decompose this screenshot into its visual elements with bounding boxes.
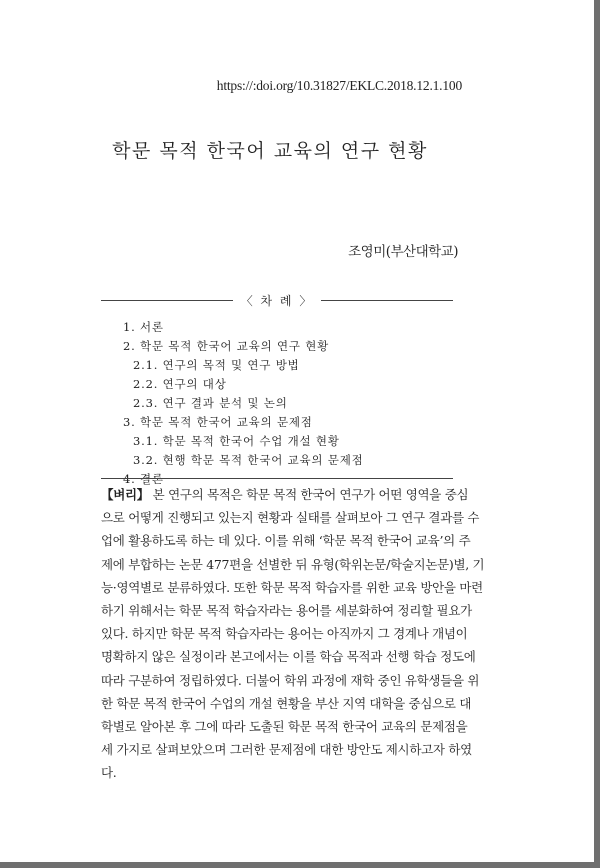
- toc-item-3[interactable]: 3. 학문 목적 한국어 교육의 문제점: [123, 415, 313, 429]
- toc-item-2-2[interactable]: 2.2. 연구의 대상: [133, 377, 227, 391]
- toc-item-2-3[interactable]: 2.3. 연구 결과 분석 및 논의: [133, 396, 288, 410]
- toc-heading: [101, 292, 453, 309]
- paper-title: 학문 목적 한국어 교육의 연구 현황: [112, 140, 428, 162]
- abstract-line: 명확하지 않은 실정이라 본고에서는 이를 학습 목적과 선행 학습 정도에: [101, 649, 476, 665]
- abstract-line: 으로 어떻게 진행되고 있는지 현황과 실태를 살펴보아 그 연구 결과를 수: [101, 510, 480, 526]
- toc-item-4[interactable]: 4. 결론: [123, 472, 164, 486]
- abstract-line: 업에 활용하도록 하는 데 있다. 이를 위해 ‘학문 목적 한국어 교육’의 주: [101, 533, 471, 549]
- abstract-line: 다.: [101, 765, 117, 781]
- toc-rule-right: [321, 300, 453, 301]
- author-affiliation: 조영미(부산대학교): [348, 244, 458, 260]
- toc-heading-label: 〈 차 례 〉: [240, 294, 314, 308]
- abstract-tag: 【벼리】: [101, 487, 149, 502]
- abstract-line: [101, 483, 469, 506]
- abstract-line: 있다. 하지만 학문 목적 학습자라는 용어는 아직까지 그 경계나 개념이: [101, 626, 468, 642]
- abstract-line: 한 학문 목적 한국어 수업의 개설 현황을 부산 지역 대학을 중심으로 대: [101, 695, 472, 711]
- abstract-line: 학별로 알아본 후 그에 따라 도출된 학문 목적 한국어 교육의 문제점을: [101, 719, 468, 735]
- toc-item-2[interactable]: 2. 학문 목적 한국어 교육의 연구 현황: [123, 339, 330, 353]
- toc-item-1[interactable]: 1. 서론: [123, 320, 164, 334]
- abstract-line: 능·영역별로 분류하였다. 또한 학문 목적 학습자를 위한 교육 방안을 마련: [101, 579, 483, 595]
- abstract-line: 따라 구분하여 정립하였다. 더불어 학위 과정에 재학 중인 유학생들을 위: [101, 672, 480, 688]
- toc-rule-left: [101, 300, 233, 301]
- abstract: [101, 483, 485, 785]
- abstract-line: 세 가지로 살펴보았으며 그러한 문제점에 대한 방안도 제시하고자 하였: [101, 742, 472, 758]
- abstract-line: 제에 부합하는 논문 477편을 선별한 뒤 유형(학위논문/학술지논문)별, 기: [101, 556, 485, 572]
- toc-bottom-rule: [101, 478, 453, 479]
- toc-item-3-1[interactable]: 3.1. 학문 목적 한국어 수업 개설 현황: [133, 434, 340, 448]
- abstract-line: 하기 위해서는 학문 목적 학습자라는 용어를 세분화하여 정리할 필요가: [101, 603, 472, 619]
- toc-item-3-2[interactable]: 3.2. 현행 학문 목적 한국어 교육의 문제점: [133, 453, 364, 467]
- abstract-line-text: 본 연구의 목적은 학문 목적 한국어 연구가 어떤 영역을 중심: [152, 487, 469, 502]
- doi-link[interactable]: https://:doi.org/10.31827/EKLC.2018.12.1.100: [216, 78, 462, 93]
- toc-item-2-1[interactable]: 2.1. 연구의 목적 및 연구 방법: [133, 358, 300, 372]
